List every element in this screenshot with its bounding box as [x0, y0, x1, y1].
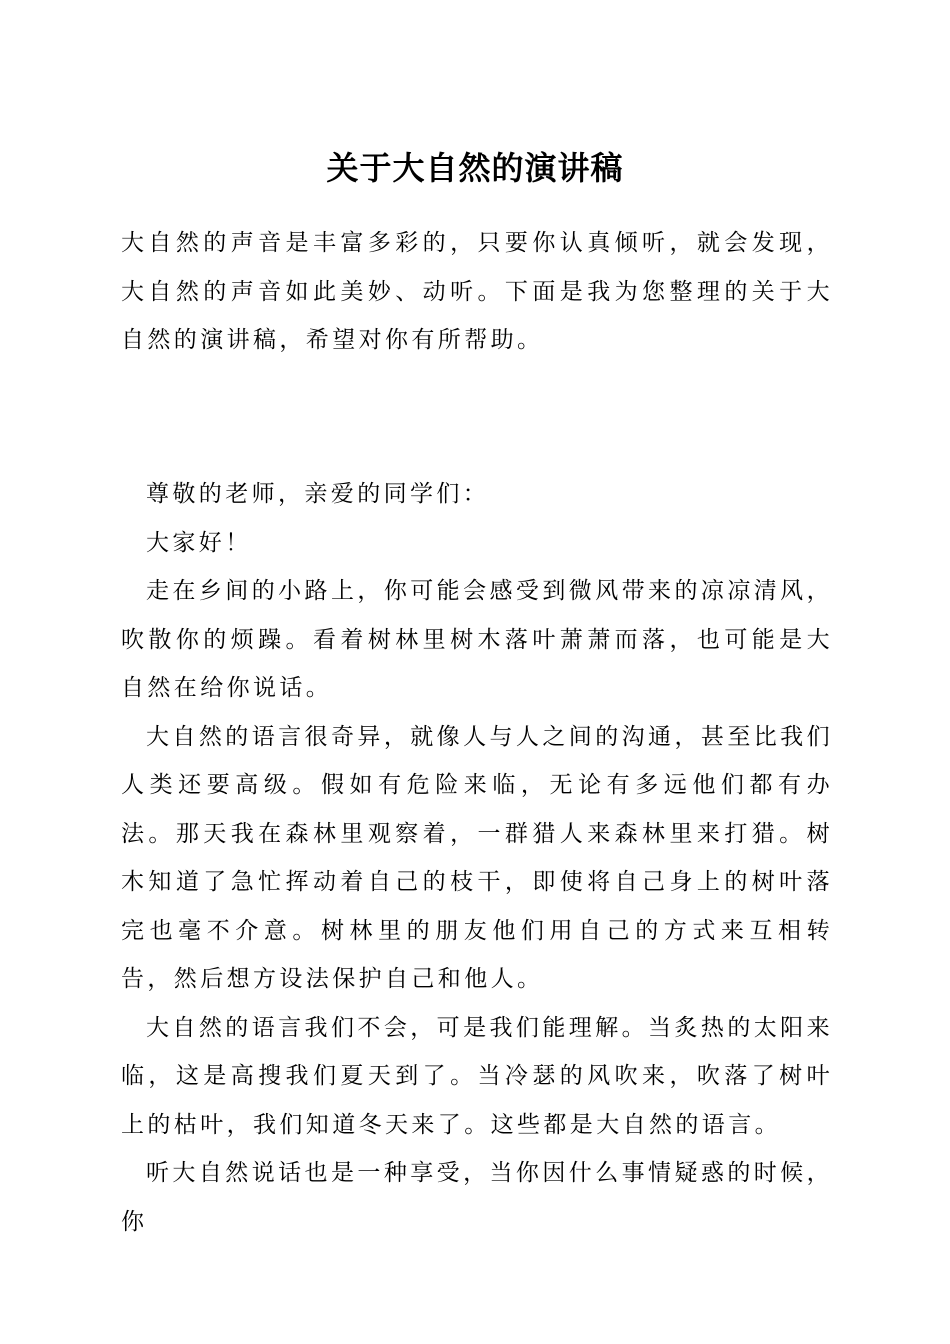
- body-paragraph: 走在乡间的小路上，你可能会感受到微风带来的凉凉清风，吹散你的烦躁。看着树林里树木落叶萧萧而落，也可能是大自然在给你说话。: [121, 578, 833, 701]
- body-paragraph: 大自然的语言我们不会，可是我们能理解。当炙热的太阳来临，这是高搜我们夏天到了。当冷瑟的风吹来，吹落了树叶上的枯叶，我们知道冬天来了。这些都是大自然的语言。: [121, 1014, 833, 1138]
- document-title: 关于大自然的演讲稿: [326, 149, 624, 187]
- body-paragraph: 大自然的语言很奇异，就像人与人之间的沟通，甚至比我们人类还要高级。假如有危险来临，无论有多远他们都有办法。那天我在森林里观察着，一群猎人来森林里来打猎。树木知道了急忙挥动着自己的枝干，即使将自己身上的树叶落完也毫不介意。树林里的朋友他们用自己的方式来互相转告，然后想方设法保护自己和他人。: [121, 723, 833, 992]
- body-paragraph: 听大自然说话也是一种享受，当你因什么事情疑惑的时候，你: [121, 1160, 833, 1235]
- greeting-paragraph: 大家好！: [146, 529, 252, 556]
- salutation-paragraph: 尊敬的老师，亲爱的同学们：: [146, 481, 490, 507]
- intro-paragraph: 大自然的声音是丰富多彩的，只要你认真倾听，就会发现，大自然的声音如此美妙、动听。下面是我为您整理的关于大自然的演讲稿，希望对你有所帮助。: [121, 230, 833, 353]
- speech-body: [121, 470, 833, 1246]
